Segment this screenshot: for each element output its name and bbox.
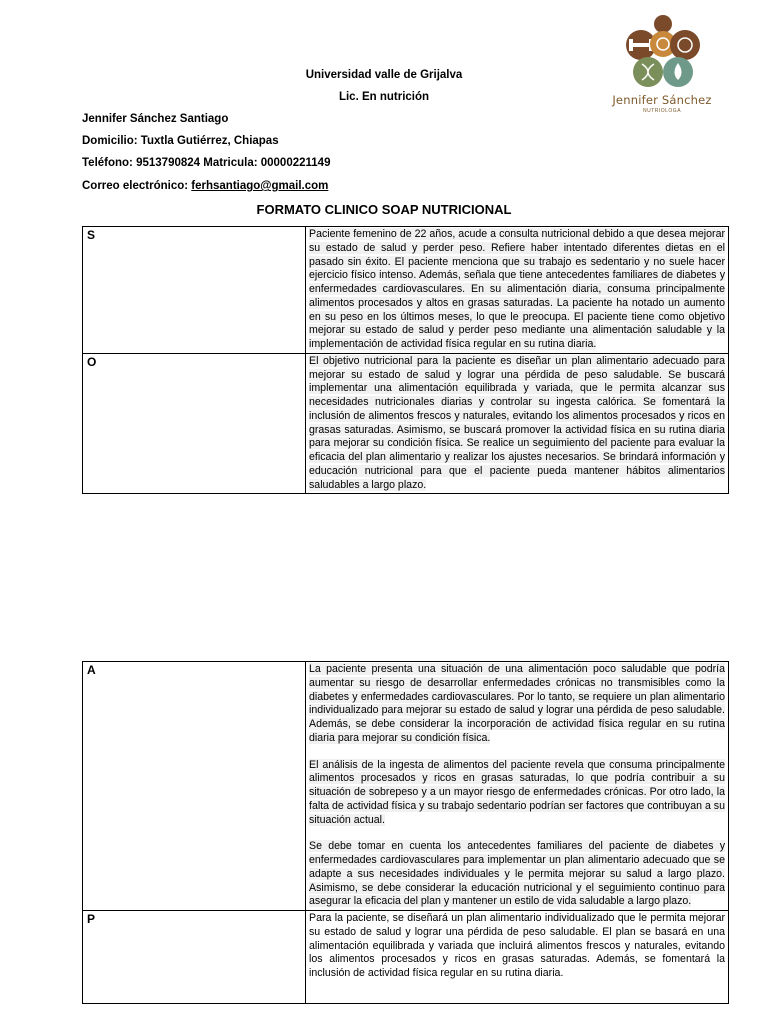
soap-table-top bbox=[82, 226, 729, 494]
text-o bbox=[306, 353, 729, 494]
email-link[interactable]: ferhsantiago@gmail.com bbox=[191, 180, 329, 192]
phone-line: Teléfono: 9513790824 Matricula: 00000221149 bbox=[82, 157, 331, 169]
row-s bbox=[83, 227, 729, 354]
row-a bbox=[83, 662, 729, 911]
page-title: FORMATO CLINICO SOAP NUTRICIONAL bbox=[256, 202, 512, 217]
logo-subtitle: NUTRIOLOGA bbox=[642, 108, 682, 114]
text-p bbox=[306, 911, 729, 1004]
label-a: A bbox=[83, 662, 306, 911]
email-line bbox=[82, 180, 328, 192]
text-a-paragraph-2: El análisis de la ingesta de alimentos del paciente revela que consuma principalmente alimentos procesados y ricos en grasas saturadas, lo que podría contribuir a su situación de sobrepeso y a un mayor riesgo de enfermedades crónicas. Por otro lado, la falta de actividad física y su trabajo sedentario podrían ser factores que contribuyan a su situación actual. bbox=[309, 758, 725, 826]
row-o bbox=[83, 353, 729, 494]
logo-name: Jennifer Sánchez bbox=[612, 93, 712, 107]
text-s-body: Paciente femenino de 22 años, acude a consulta nutricional debido a que desea mejorar su estado de salud y perder peso. Refiere haber intentado diferentes dietas en el pasado sin éxito. El paciente menciona que su trabajo es sedentario y no suele hacer ejercicio físico intenso. Además, señala que tiene antecedentes familiares de diabetes y enfermedades cardiovasculares. En su alimentación diaria, consuma principalmente alimentos procesados y altos en grasas saturadas. La paciente ha notado un aumento en su peso en los últimos meses, lo que le preocupa. El paciente tiene como objetivo mejorar su estado de salud y perder peso mediante una alimentación saludable y la implementación de actividad física regular en su rutina diaria. bbox=[309, 228, 725, 350]
email-label: Correo electrónico: bbox=[82, 180, 192, 192]
brain-icon bbox=[670, 30, 700, 60]
text-a-paragraph-3: Se debe tomar en cuenta los antecedentes familiares del paciente de diabetes y enfermedades cardiovasculares para implementar un plan alimentario adecuado que se adapte a sus necesidades individuales y le permita mejorar su salud a largo plazo. Asimismo, se debe considerar la educación nutricional y el seguimiento continuo para asegurar la eficacia del plan y mantener un estilo de vida saludable a largo plazo. bbox=[309, 840, 725, 908]
label-p: P bbox=[83, 911, 306, 1004]
text-a-paragraph-1: La paciente presenta una situación de una alimentación poco saludable que podría aumentar su riesgo de desarrollar enfermedades crónicas no transmisibles como la diabetes y enfermedades cardiovasculares. Por lo tanto, se requiere un plan alimentario individualizado para mejorar su estado de salud y lograr una pérdida de peso saludable. Además, se debe considerar la incorporación de actividad física regular en su rutina diaria para mejorar su condición física. bbox=[309, 663, 725, 744]
label-o: O bbox=[83, 353, 306, 494]
text-p-body: Para la paciente, se diseñará un plan alimentario individualizado que le permita mejorar su estado de salud y lograr una pérdida de peso saludable. El plan se basará en una alimentación equilibrada y variada que incluirá alimentos frescos y naturales, evitando los alimentos procesados y ricos en grasas saturadas. Además, se fomentará la inclusión de actividad física regular en su rutina diaria. bbox=[309, 912, 725, 979]
address-line: Domicilio: Tuxtla Gutiérrez, Chiapas bbox=[82, 135, 279, 147]
logo-top-icon bbox=[654, 15, 672, 33]
student-name: Jennifer Sánchez Santiago bbox=[82, 113, 229, 125]
label-s: S bbox=[83, 227, 306, 354]
soap-table-bottom bbox=[82, 661, 729, 1004]
row-p bbox=[83, 911, 729, 1004]
university-name: Universidad valle de Grijalva bbox=[305, 69, 463, 81]
text-a bbox=[306, 662, 729, 911]
program-name: Lic. En nutrición bbox=[338, 91, 430, 103]
text-o-body: El objetivo nutricional para la paciente es diseñar un plan alimentario adecuado para mejorar su estado de salud y lograr una pérdida de peso saludable. Se buscará implementar una alimentación equilibrada y variada, que le permita alcanzar sus necesidades nutricionales diarias y controlar su ingesta calórica. Se fomentará la inclusión de alimentos frescos y naturales, evitando los alimentos procesados y ricos en grasas saturadas. Asimismo, se buscará promover la actividad física en su rutina diaria para mejorar su condición física. Se realice un seguimiento del paciente para evaluar la eficacia del plan alimentario y realizar los ajustes necesarios. Se brindará información y educación nutricional para que el paciente pueda mantener hábitos alimentarios saludables a largo plazo. bbox=[309, 354, 725, 491]
text-s bbox=[306, 227, 729, 354]
